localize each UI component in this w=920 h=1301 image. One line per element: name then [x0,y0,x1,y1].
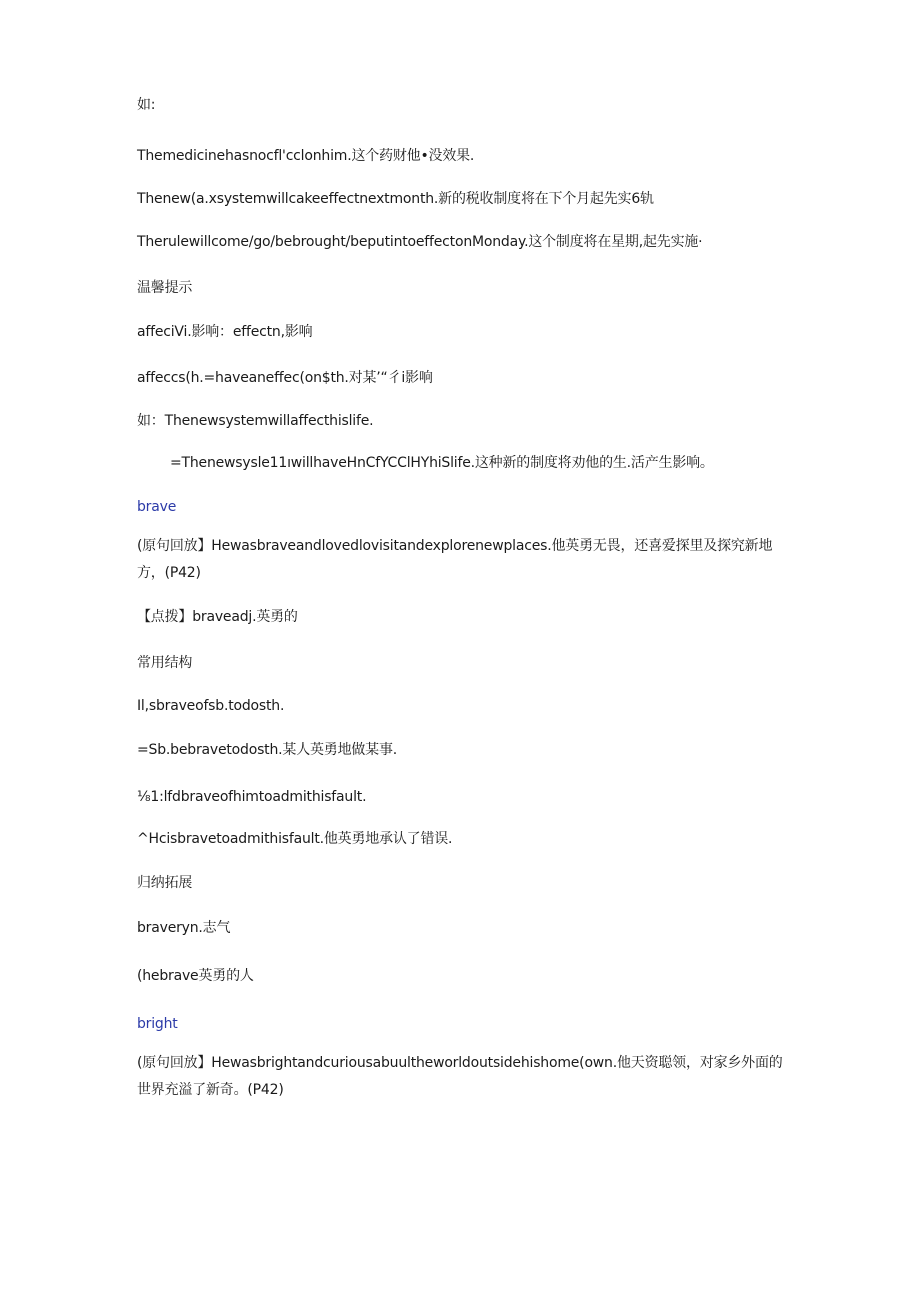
structure-line: Il,sbraveofsb.todosth. [137,698,285,714]
definition-line: affeciVi.影响：effectn,影响 [137,324,313,340]
headword-brave: brave [137,499,177,515]
expansion-heading: 归纳拓展 [137,875,193,891]
example-sentence: ^Hcisbravetoadmithisfault.他英勇地承认了错误. [137,831,453,847]
example-sentence: =Thenewsysle11ıwillhaveHnCfYCClHYhiSlife.这种新的制度将劝他的生.活产生影响。 [170,455,714,471]
example-sentence: Thenew(a.xsystemwillcakeeffectnextmonth.新的税收制度将在下个月起先实6轨 [137,191,654,207]
structure-heading: 常用结构 [137,655,193,671]
expansion-line: braveryn.志气 [137,920,231,936]
structure-line: =Sb.bebravetodosth.某人英勇地做某事. [137,742,398,758]
example-sentence: Themedicinehasnocfl'cclonhim.这个药财他•没效果. [137,148,475,164]
example-intro: 如: [137,97,156,113]
original-sentence: (原句回放】Hewasbrightandcuriousabuultheworldoutsidehishome(own.他天资聪领，对家乡外面的世界充溢了新奇。(P42) [137,1055,783,1098]
definition-line: affeccs(h.=haveaneffec(on$th.对某’“彳i影响 [137,370,433,386]
example-sentence: Therulewillcome/go/bebrought/beputintoeffectonMonday.这个制度将在星期,起先实施· [137,234,703,250]
note-line: 【点拨】braveadj.英勇的 [137,609,298,625]
example-sentence: 如：Thenewsystemwillaffecthislife. [137,413,374,429]
expansion-line: (hebrave英勇的人 [137,968,254,984]
original-sentence: (原句回放】Hewasbraveandlovedlovisitandexplorenewplaces.他英勇无畏，还喜爱探里及探究新地方，(P42) [137,538,773,581]
headword-bright: bright [137,1016,178,1032]
tip-heading: 温馨提示 [137,280,193,296]
example-sentence: ⅛1:lfdbraveofhimtoadmithisfault. [137,789,367,805]
